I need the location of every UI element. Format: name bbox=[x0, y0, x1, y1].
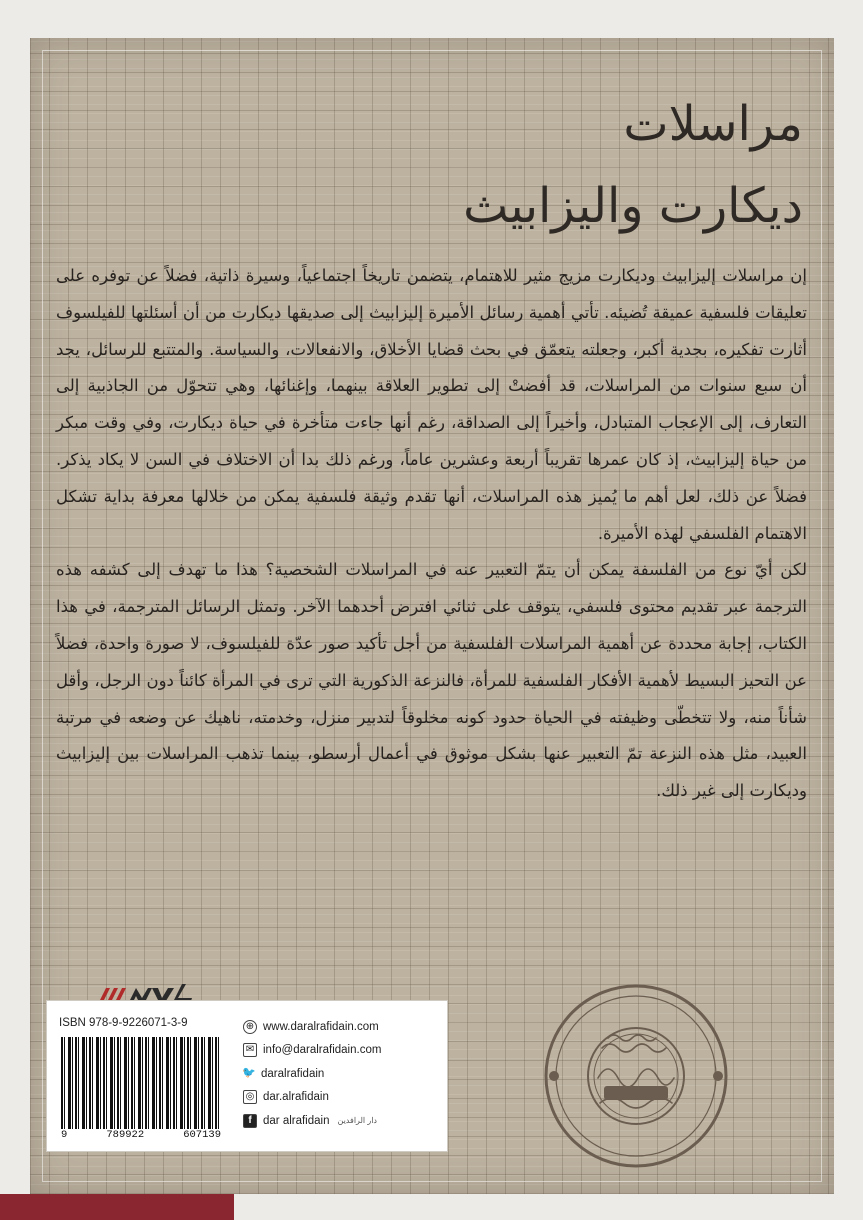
barcode-digit-left: 789922 bbox=[106, 1129, 145, 1141]
blurb-paragraph-1: إن مراسلات إليزابيث وديكارت مزيج مثير للاهتمام، يتضمن تاريخاً اجتماعياً، وسيرة ذاتية، فضلاً عن توفره على تعليقات فلسفية عميقة تُضيئه. تأتي أهمية رسائل الأميرة إليزابيث إلى صديقها ديكارت من أن أسئلتها للفيلسوف أثارت تفكيره، بجدية أكبر، وجعلته يتعمّق في بحث قضايا الأخلاق، والانفعالات، والسياسة. والمتتبع للرسائل، يجد أن سبع سنوات من المراسلات، قد أفضتْ إلى تطوير العلاقة بينهما، وإغنائها، وهي تتحوّل من الجاذبية إلى التعارف، إلى الإعجاب المتبادل، وأخيراً إلى الصداقة، رغم أنها جاءت متأخرة في حياة ديكارت، وفي وقت مبكر من حياة إليزابيث، إذ كان عمرها تقريباً أربعة وعشرين عاماً، ورغم ذلك بدا أن الاختلاف في السن لا يكاد يذكر. فضلاً عن ذلك، لعل أهم ما يُميز هذه المراسلات، أنها تقدم وثيقة فلسفية يمكن من خلالها معرفة بداية تشكل الاهتمام الفلسفي لهذه الأميرة. bbox=[56, 266, 807, 543]
contact-email bbox=[243, 1039, 443, 1063]
contact-instagram bbox=[243, 1086, 443, 1110]
mail-icon: ✉ bbox=[243, 1043, 257, 1057]
contact-facebook bbox=[243, 1109, 443, 1133]
barcode-digits bbox=[61, 1129, 221, 1141]
contact-website bbox=[243, 1015, 443, 1039]
contact-twitter bbox=[243, 1062, 443, 1086]
email-text: info@daralrafidain.com bbox=[263, 1044, 382, 1057]
publisher-contacts bbox=[243, 1015, 443, 1133]
facebook-icon: f bbox=[243, 1114, 257, 1128]
isbn-label: ISBN 978-9-9226071-3-9 bbox=[59, 1017, 188, 1029]
brand-arabic: دار الرافدين bbox=[337, 1116, 377, 1126]
publisher-info-box bbox=[46, 1000, 448, 1152]
instagram-icon: ◎ bbox=[243, 1090, 257, 1104]
facebook-text: dar alrafidain bbox=[263, 1114, 330, 1127]
barcode-digit-prefix: 9 bbox=[61, 1129, 68, 1141]
blurb-text bbox=[56, 258, 807, 810]
website-text: www.daralrafidain.com bbox=[263, 1020, 379, 1033]
globe-icon: ⊕ bbox=[243, 1020, 257, 1034]
barcode-digit-right: 607139 bbox=[183, 1129, 221, 1141]
cover-color-strip bbox=[0, 1194, 234, 1220]
book-title-line2: ديكارت واليزابيث bbox=[463, 178, 803, 234]
blurb-paragraph-2: لكن أيّ نوع من الفلسفة يمكن أن يتمّ التعبير عنه في المراسلات الشخصية؟ هذا ما تهدف إلى كشفه هذه الترجمة عبر تقديم محتوى فلسفي، يتوقف على ثنائي افترض أحدهما الآخر. وتمثل الرسائل المترجمة، في هذا الكتاب، إجابة محددة عن أهمية المراسلات الفلسفية من أجل تأكيد صور عدّة للفيلسوف، لا صورة واحدة، فضلاً عن التحيز البسيط لأهمية الأفكار الفلسفية للمرأة، فالنزعة الذكورية التي ترى في المرأة كائناً دون الرجل، وأقل شأناً منه، ولا تتخطّى وظيفته في الحياة حدود كونه مخلوقاً لتدبير منزل، وخدمته، ناهيك عن وضعه في مرتبة العبيد، مثل هذه النزعة تمّ التعبير عنها بشكل موثوق في أعمال أرسطو، بينما تذهب المراسلات بين إليزابيث وديكارت إلى غير ذلك. bbox=[56, 560, 807, 801]
anniversary-seal-icon bbox=[538, 978, 734, 1174]
twitter-icon: 🐦 bbox=[242, 1067, 256, 1080]
isbn-barcode bbox=[61, 1037, 221, 1129]
twitter-text: daralrafidain bbox=[261, 1067, 325, 1080]
book-title-line1: مراسلات bbox=[623, 96, 803, 152]
instagram-text: dar.alrafidain bbox=[263, 1091, 329, 1104]
